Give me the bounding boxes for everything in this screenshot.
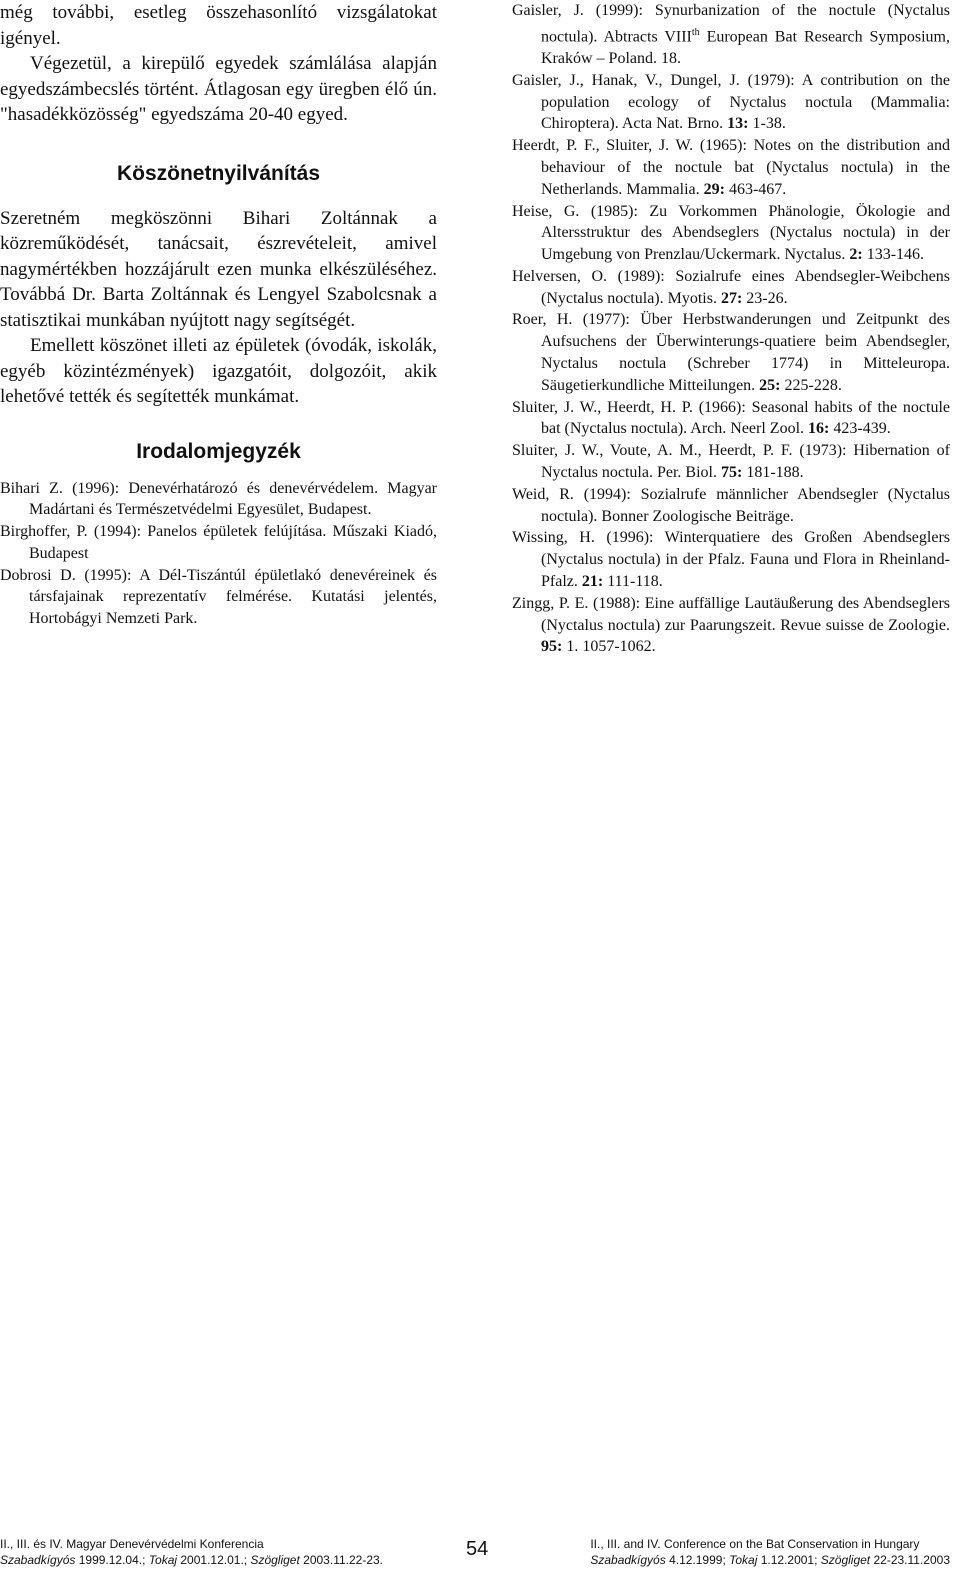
acknowledgement-paragraph-1: Szeretném megköszönni Bihari Zoltánnak a közreműködését, tanácsait, észrevételeit, amivel nagymértékben hozzájárult ezen munka elkészüléséhez. Továbbá Dr. Barta Zoltánnak és Lengyel Szabolcsnak a statisztikai munkában nyújtott nagy segítségét. — [0, 207, 437, 331]
footer-left-dates: Szabadkígyós 1999.12.04.; Tokaj 2001.12.01.; Szögliget 2003.11.22-23. — [0, 1553, 384, 1567]
reference-item: Birghoffer, P. (1994): Panelos épületek felújítása. Műszaki Kiadó, Budapest — [0, 523, 437, 562]
count-paragraph: Végezetül, a kirepülő egyedek számlálása alapján egyedszámbecslés történt. Átlagosan egy üregben élő ún. "hasadékközösség" egyedszáma 20-40 egyed. — [0, 53, 437, 125]
reference-item: Sluiter, J. W., Heerdt, H. P. (1966): Seasonal habits of the noctule bat (Nyctalus noctula). Arch. Neerl Zool. 16: 423-439. — [512, 398, 950, 438]
acknowledgement-heading: Köszönetnyilvánítás — [116, 161, 321, 185]
references-heading: Irodalomjegyzék — [136, 439, 301, 463]
reference-item: Dobrosi D. (1995): A Dél-Tiszántúl épületlakó denevéreinek és társfajainak reprezentatív felmérése. Kutatási jelentés, Hortobágyi Nemzeti Park. — [0, 566, 437, 628]
footer-right-title: II., III. and IV. Conference on the Bat Conservation in Hungary — [590, 1537, 920, 1551]
footer-right-dates: Szabadkígyós 4.12.1999; Tokaj 1.12.2001; Szögliget 22-23.11.2003 — [590, 1553, 950, 1567]
reference-item: Helversen, O. (1989): Sozialrufe eines Abendsegler-Weibchens (Nyctalus noctula). Myotis. 27: 23-26. — [512, 267, 950, 307]
reference-item: Gaisler, J., Hanak, V., Dungel, J. (1979): A contribution on the population ecology of Nyctalus noctula (Mammalia: Chiroptera). Acta Nat. Brno. 13: 1-38. — [512, 71, 950, 133]
footer-right — [590, 1536, 950, 1568]
reference-item: Gaisler, J. (1999): Synurbanization of the noctule (Nyctalus noctula). Abtracts VIIIth European Bat Research Symposium, Kraków – Poland. 18. — [512, 2, 950, 67]
reference-item: Heise, G. (1985): Zu Vorkommen Phänologie, Ökologie and Altersstruktur des Abendseglers (Nyctalus noctula) in der Umgebung von Prenzlau/Uckermark. Nyctalus. 2: 133-146. — [512, 202, 950, 264]
left-column — [0, 0, 437, 630]
reference-item: Zingg, P. E. (1988): Eine auffällige Lautäußerung des Abendseglers (Nyctalus noctula) zur Paarungszeit. Revue suisse de Zoologie. 95: 1. 1057-1062. — [512, 594, 950, 656]
reference-item: Roer, H. (1977): Über Herbstwanderungen und Zeitpunkt des Aufsuchens der Überwinterungs-quatiere beim Abendsegler, Nyctalus noctula (Schreber 1774) in Mitteleuropa. Säugetierkundliche Mitteilungen. 25: 225-228. — [512, 311, 950, 394]
footer-left-title: II., III. és IV. Magyar Denevérvédelmi Konferencia — [0, 1537, 264, 1551]
reference-item: Weid, R. (1994): Sozialrufe männlicher Abendsegler (Nyctalus noctula). Bonner Zoologische Beiträge. — [512, 485, 950, 525]
left-reference-list — [0, 478, 437, 631]
intro-paragraph: még további, esetleg összehasonlító vizsgálatokat igényel. — [0, 2, 437, 49]
footer-left — [0, 1536, 383, 1568]
acknowledgement-paragraph-2: Emellett köszönet illeti az épületek (óvodák, iskolák, egyéb közintézmények) igazgatóit, dolgozóit, akik lehetővé tették és segítették munkámat. — [0, 335, 437, 407]
reference-item: Heerdt, P. F., Sluiter, J. W. (1965): Notes on the distribution and behaviour of the noctule bat (Nyctalus noctula) in the Netherlands. Mammalia. 29: 463-467. — [512, 137, 950, 198]
reference-item: Sluiter, J. W., Voute, A. M., Heerdt, P. F. (1973): Hibernation of Nyctalus noctula. Per. Biol. 75: 181-188. — [512, 442, 950, 482]
reference-item: Wissing, H. (1996): Winterquatiere des Großen Abendseglers (Nyctalus noctula) in der Pfalz. Fauna und Flora in Rheinland-Pfalz. 21: 111-118. — [512, 529, 950, 591]
reference-item: Bihari Z. (1996): Denevérhatározó és denevérvédelem. Magyar Madártani és Természetvédelmi Egyesület, Budapest. — [0, 479, 437, 519]
page-number: 54 — [466, 1538, 489, 1560]
page-footer — [0, 1530, 960, 1580]
right-column — [512, 0, 950, 658]
